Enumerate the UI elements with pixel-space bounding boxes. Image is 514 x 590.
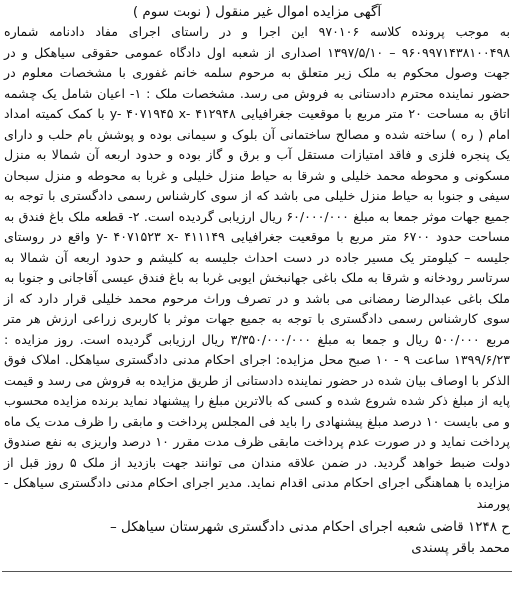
signature-block <box>4 517 510 559</box>
signature-line-judge: ح ۱۲۴۸ قاضی شعبه اجرای احکام مدنی دادگستری شهرستان سیاهکل – <box>109 519 510 535</box>
signature-line-name: محمد باقر پسندی <box>411 540 510 556</box>
bottom-rule <box>2 571 512 572</box>
notice-title: آگهی مزایده اموال غیر منقول ( نوبت سوم ) <box>132 4 382 20</box>
notice-body: به موجب پرونده کلاسه ۹۷۰۱۰۶ این اجرا و در راستای اجرای مفاد دادنامه شماره ۹۶۰۹۹۷۱۴۳۸۱۰۰۴۹۸ – ۱۳۹۷/۵/۱۰ اصداری از شعبه اول دادگاه عمومی حقوقی سیاهکل و در جهت وصول محکوم به ملک زیر متعلق به مرحوم سلمه خانم غفوری با مشخصات معلوم در حضور نماینده محترم دادستانی به فروش می رسد. مشخصات ملک : ۱- اعیان شامل یک چشمه اتاق به مساحت ۲۰ متر مربع با موقعیت جغرافیایی y- ۴۰۷۱۹۴۵ x- ۴۱۲۹۴۸ با کمک کمیته امداد امام ( ره ) ساخته شده و مصالح ساختمانی آن بلوک و سیمانی بوده و پوشش بام حلب و دارای یک پنجره فلزی و فاقد امتیازات مستقل آب و برق و گاز بوده و حدود اربعه آن شمالا به منزل مسکونی و محوطه محمد خلیلی و شرقا به حیاط منزل خلیلی و غربا به محوطه و منزل سبحان سیفی و جنوبا به حیاط منزل خلیلی می باشد که از سوی کارشناس رسمی دادگستری با توجه به جمیع جهات موثر جمعا به مبلغ ۶۰/۰۰۰/۰۰۰ ریال ارزیابی گردیده است. ۲- قطعه ملک باغ فندق به مساحت حدود ۶۷۰۰ متر مربع با موقعیت جغرافیایی y- ۴۰۷۱۵۲۳ x- ۴۱۱۱۴۹ واقع در روستای جلیسه – کیلومتر یک مسیر جاده در دست احداث جلیسه به کلیشم و حدود اربعه آن شمالا به سرتاسر رودخانه و شرقا به ملک باغی جهانبخش ایوبی غربا به باغ فندق عیسی آقاجانی و جنوبا به ملک باغی عبدالرضا رمضانی می باشد و در تصرف وراث مرحوم محمد خلیلی قرار دارد که از سوی کارشناس رسمی دادگستری با توجه به جمیع جهات موثر با کاربری زراعی ارزش هر متر مربع ۵۰۰/۰۰۰ ریال و جمعا به مبلغ ۳/۳۵۰/۰۰۰/۰۰۰ ریال ارزیابی گردیده است. روز مزایده : ۱۳۹۹/۶/۲۳ ساعت ۹ - ۱۰ صبح محل مزایده: اجرای احکام مدنی دادگستری سیاهکل. املاک فوق الذکر با اوصاف بیان شده در حضور نماینده دادستانی از طریق مزایده به فروش می رسد و قیمت پایه از مبلغ ذکر شده شروع شده و کسی که بالاترین مبلغ را پیشنهاد نماید برنده مزایده محسوب و می بایست ۱۰ درصد مبلغ پیشنهادی را باید فی المجلس پرداخت و مابقی را ظرف مدت یک ماه پرداخت نماید و در صورت عدم پرداخت مابقی ظرف مدت مقرر ۱۰ درصد واریزی به نفع صندوق دولت ضبط خواهد گردید. در ضمن علاقه مندان می توانند جهت بازدید از ملک ۵ روز قبل از مزایده با هماهنگی اجرای احکام مدنی اقدام نماید. مدیر اجرای احکام مدنی دادگستری سیاهکل - پورمند <box>4 24 510 511</box>
